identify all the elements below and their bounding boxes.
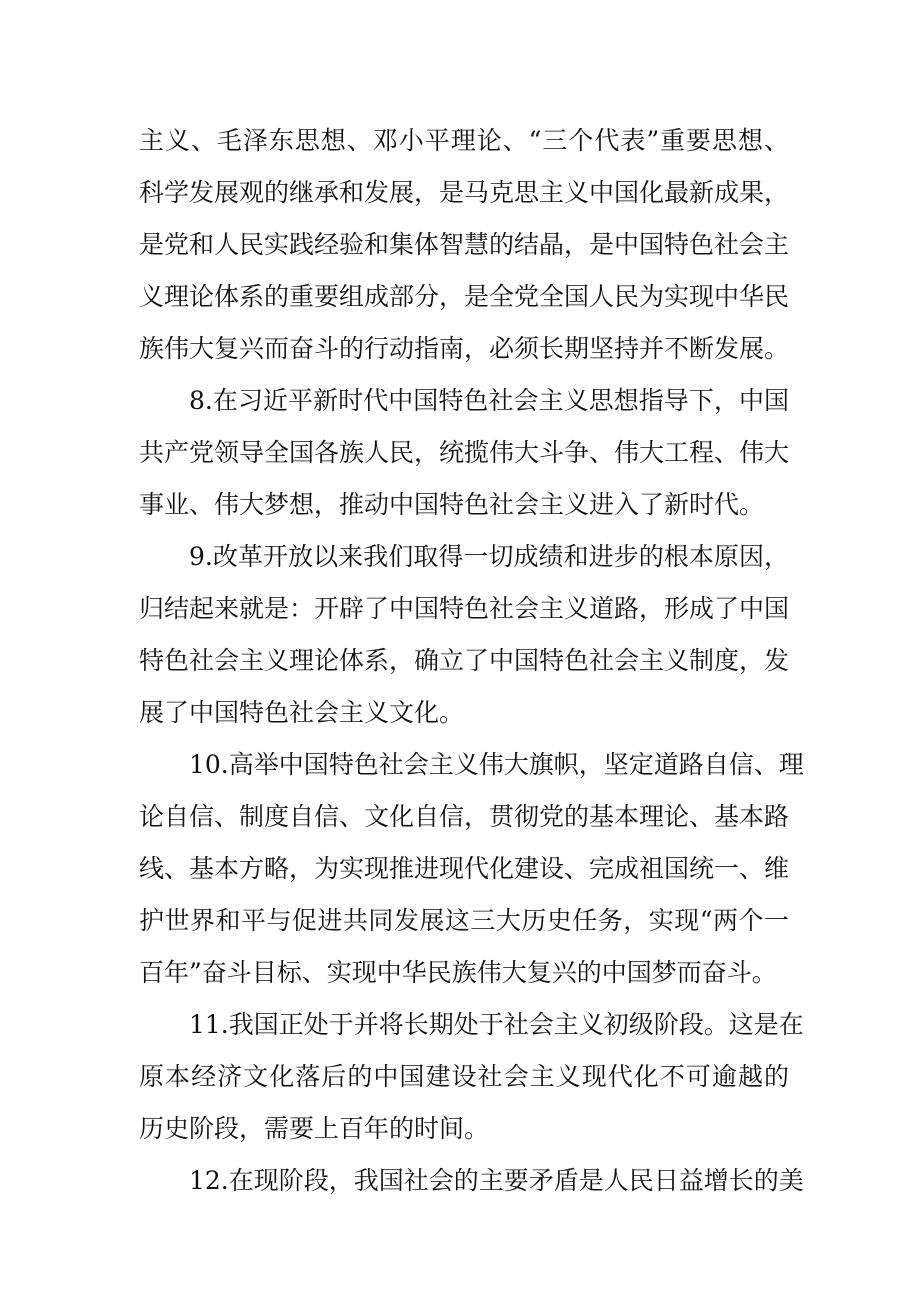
text-line: 科学发展观的继承和发展，是马克思主义中国化最新成果， <box>139 178 790 207</box>
text-line: 义理论体系的重要组成部分，是全党全国人民为实现中华民 <box>139 282 790 311</box>
paragraph-first-line: 12.在现阶段，我国社会的主要矛盾是人民日益增长的美 <box>189 1166 804 1195</box>
text-line: 族伟大复兴而奋斗的行动指南，必须长期坚持并不断发展。 <box>139 334 790 363</box>
paragraph-first-line: 10.高举中国特色社会主义伟大旗帜，坚定道路自信、理 <box>189 750 804 779</box>
text-line: 展了中国特色社会主义文化。 <box>139 698 465 727</box>
text-line: 归结起来就是：开辟了中国特色社会主义道路，形成了中国 <box>139 594 790 623</box>
text-line: 护世界和平与促进共同发展这三大历史任务，实现“两个一 <box>139 906 789 935</box>
text-line: 事业、伟大梦想，推动中国特色社会主义进入了新时代。 <box>139 490 765 519</box>
paragraph-first-line: 9.改革开放以来我们取得一切成绩和进步的根本原因， <box>189 542 789 571</box>
text-line: 线、基本方略，为实现推进现代化建设、完成祖国统一、维 <box>139 854 790 883</box>
text-line: 特色社会主义理论体系，确立了中国特色社会主义制度，发 <box>139 646 790 675</box>
paragraph-first-line: 8.在习近平新时代中国特色社会主义思想指导下，中国 <box>189 386 789 415</box>
text-line: 百年”奋斗目标、实现中华民族伟大复兴的中国梦而奋斗。 <box>139 958 777 987</box>
text-line: 主义、毛泽东思想、邓小平理论、“三个代表”重要思想、 <box>139 126 789 155</box>
text-line: 原本经济文化落后的中国建设社会主义现代化不可逾越的 <box>139 1062 789 1091</box>
text-line: 共产党领导全国各族人民，统揽伟大斗争、伟大工程、伟大 <box>139 438 790 467</box>
text-line: 是党和人民实践经验和集体智慧的结晶，是中国特色社会主 <box>139 230 790 259</box>
text-line: 历史阶段，需要上百年的时间。 <box>139 1114 490 1143</box>
paragraph-first-line: 11.我国正处于并将长期处于社会主义初级阶段。这是在 <box>189 1010 804 1039</box>
text-line: 论自信、制度自信、文化自信，贯彻党的基本理论、基本路 <box>139 802 790 831</box>
